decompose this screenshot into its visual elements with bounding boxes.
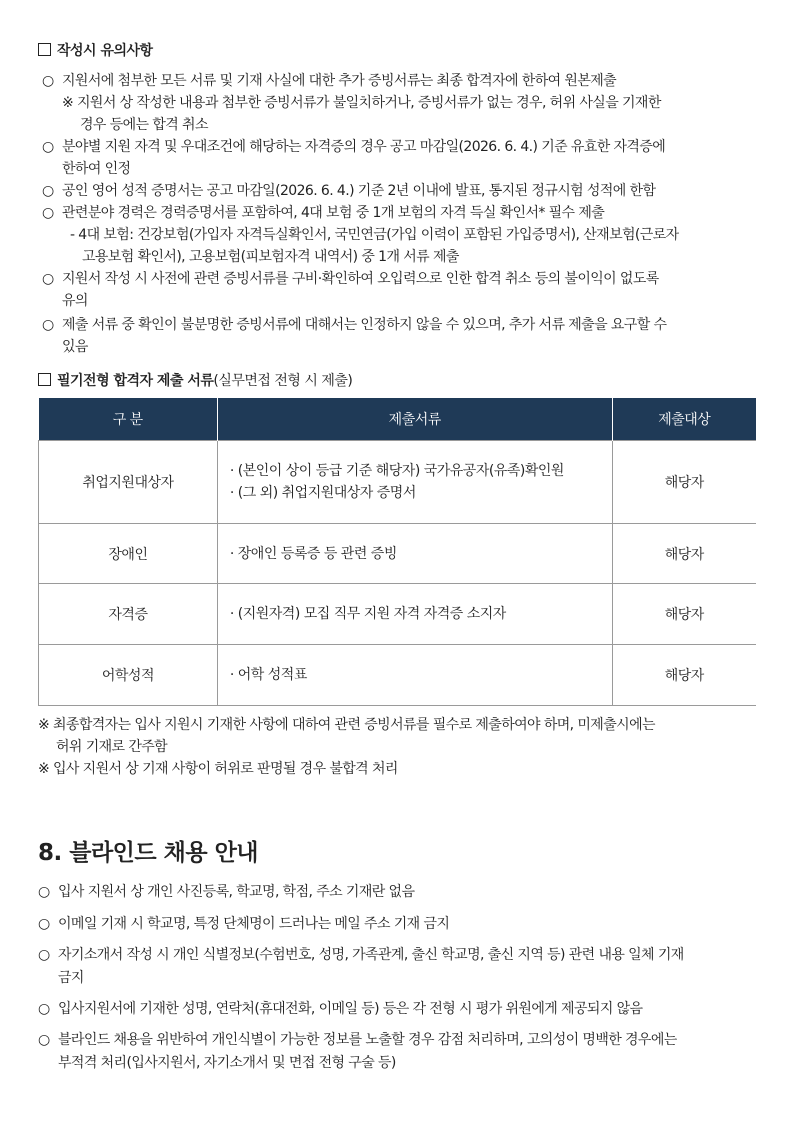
cell-documents: [217, 441, 612, 524]
column-header-documents: 제출서류: [217, 398, 612, 441]
table-row: [39, 584, 757, 645]
list-item-cont: 있음: [62, 339, 88, 355]
list-item-note: ※ 지원서 상 작성한 내용과 첨부한 증빙서류가 불일치하거나, 증빙서류가 없는 경우, 허위 사실을 기재한: [62, 95, 661, 111]
list-item-cont: 금지: [58, 970, 84, 986]
list-item-cont: 부적격 처리(입사지원서, 자기소개서 및 면접 전형 구술 등): [58, 1055, 396, 1071]
list-item: ○ 이메일 기재 시 학교명, 특정 단체명이 드러나는 메일 주소 기재 금지: [38, 916, 450, 932]
table-row: [39, 524, 757, 584]
section-heading-writing-notes: 작성시 유의사항: [38, 40, 153, 60]
document-line: · (본인이 상이 등급 기준 해당자) 국가유공자(유족)확인원: [229, 463, 564, 479]
list-item: ○ 입사지원서에 기재한 성명, 연락처(휴대전화, 이메일 등) 등은 각 전형 시 평가 위원에게 제공되지 않음: [38, 1001, 643, 1017]
list-item-cont: 유의: [62, 293, 88, 309]
list-item-sub: - 4대 보험: 건강보험(가입자 자격득실확인서, 국민연금(가입 이력이 포함된 가입증명서), 산재보험(근로자: [70, 227, 679, 243]
document-line: · 장애인 등록증 등 관련 증빙: [229, 545, 397, 562]
list-item: ○ 제출 서류 중 확인이 불분명한 증빙서류에 대해서는 인정하지 않을 수 있으며, 추가 서류 제출을 요구할 수: [42, 317, 667, 333]
cell-category: 자격증: [39, 584, 218, 645]
document-line: · (지원자격) 모집 직무 지원 자격 자격증 소지자: [229, 606, 506, 622]
cell-target: 해당자: [612, 441, 756, 524]
list-item-note-cont: 경우 등에는 합격 취소: [80, 117, 208, 133]
cell-category: 장애인: [39, 524, 218, 584]
list-item: ○ 자기소개서 작성 시 개인 식별정보(수험번호, 성명, 가족관계, 출신 학교명, 출신 지역 등) 관련 내용 일체 기재: [38, 947, 684, 963]
checkbox-square-icon: [38, 43, 51, 56]
column-header-target: 제출대상: [612, 398, 756, 441]
cell-documents: [217, 645, 612, 706]
footnote-cont: 허위 기재로 간주함: [56, 739, 168, 755]
table-row: [39, 645, 757, 706]
section-heading-blind-hiring: 8. 블라인드 채용 안내: [38, 840, 259, 866]
cell-documents: [217, 524, 612, 584]
list-item: ○ 입사 지원서 상 개인 사진등록, 학교명, 학점, 주소 기재란 없음: [38, 884, 415, 900]
list-item: ○ 분야별 지원 자격 및 우대조건에 해당하는 자격증의 경우 공고 마감일(2026. 6. 4.) 기준 유효한 자격증에: [42, 139, 666, 155]
cell-category: 어학성적: [39, 645, 218, 706]
column-header-category: 구 분: [39, 398, 218, 441]
checkbox-square-icon: [38, 373, 51, 386]
cell-category: 취업지원대상자: [39, 441, 218, 524]
required-documents-table: [38, 398, 756, 706]
list-item: ○ 지원서에 첨부한 모든 서류 및 기재 사실에 대한 추가 증빙서류는 최종 합격자에 한하여 원본제출: [42, 73, 617, 89]
table-row: [39, 441, 757, 524]
list-item: ○ 관련분야 경력은 경력증명서를 포함하여, 4대 보험 중 1개 보험의 자격 득실 확인서* 필수 제출: [42, 205, 605, 221]
cell-target: 해당자: [612, 645, 756, 706]
list-item: ○ 공인 영어 성적 증명서는 공고 마감일(2026. 6. 4.) 기준 2년 이내에 발표, 통지된 정규시험 성적에 한함: [42, 183, 656, 199]
section-heading-required-documents: 필기전형 합격자 제출 서류(실무면접 전형 시 제출): [38, 370, 352, 390]
list-item-cont: 한하여 인정: [62, 161, 131, 177]
list-item-sub-cont: 고용보험 확인서), 고용보험(피보험자격 내역서) 중 1개 서류 제출: [82, 249, 459, 265]
cell-target: 해당자: [612, 584, 756, 645]
cell-documents: [217, 584, 612, 645]
document-line: · (그 외) 취업지원대상자 증명서: [229, 485, 416, 501]
list-item: ○ 지원서 작성 시 사전에 관련 증빙서류를 구비·확인하여 오입력으로 인한 합격 취소 등의 불이익이 없도록: [42, 271, 659, 287]
table-header-row: [39, 398, 757, 441]
cell-target: 해당자: [612, 524, 756, 584]
footnote: ※ 최종합격자는 입사 지원시 기재한 사항에 대하여 관련 증빙서류를 필수로 제출하여야 하며, 미제출시에는: [38, 717, 655, 733]
footnote: ※ 입사 지원서 상 기재 사항이 허위로 판명될 경우 불합격 처리: [38, 761, 398, 777]
document-line: · 어학 성적표: [229, 667, 307, 683]
list-item: ○ 블라인드 채용을 위반하여 개인식별이 가능한 정보를 노출할 경우 감점 처리하며, 고의성이 명백한 경우에는: [38, 1032, 677, 1048]
